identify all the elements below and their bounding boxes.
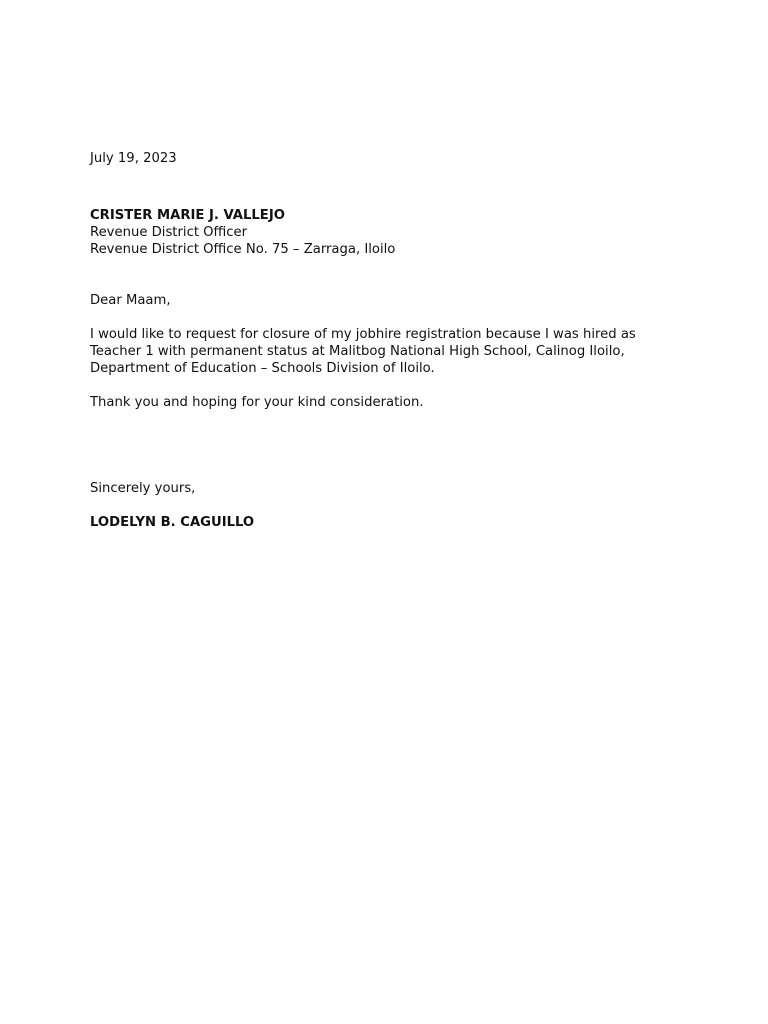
body-paragraph-thanks: Thank you and hoping for your kind consideration.: [90, 395, 424, 410]
closing: Sincerely yours,: [90, 481, 196, 496]
recipient-name: CRISTER MARIE J. VALLEJO: [90, 208, 285, 223]
recipient-office: Revenue District Office No. 75 – Zarraga, Iloilo: [90, 242, 396, 257]
letter-document: [90, 150, 690, 531]
recipient-block: [90, 207, 690, 258]
body-paragraph-request: I would like to request for closure of my jobhire registration because I was hired as Teacher 1 with permanent status at Malitbog National High School, Calinog Iloilo, Department of Education – Schools Division of Iloilo.: [90, 327, 636, 376]
signatory-name: LODELYN B. CAGUILLO: [90, 515, 255, 530]
letter-date: July 19, 2023: [90, 151, 177, 166]
salutation: Dear Maam,: [90, 293, 171, 308]
recipient-title: Revenue District Officer: [90, 225, 248, 240]
